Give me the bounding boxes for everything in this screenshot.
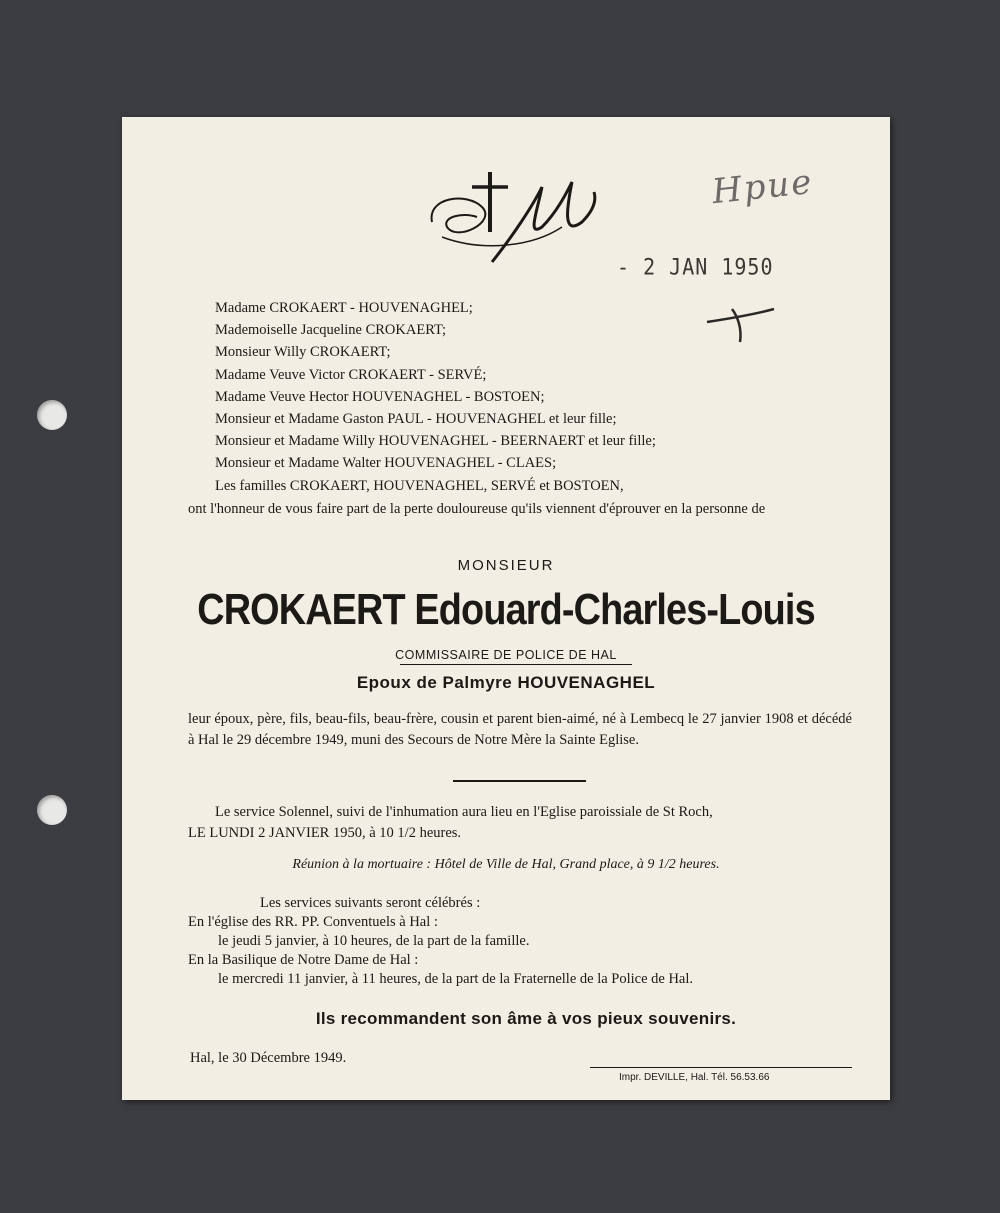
announcement-intro: ont l'honneur de vous faire part de la perte douloureuse qu'ils viennent d'éprouver en la personne de bbox=[188, 501, 766, 517]
place-date: Hal, le 30 Décembre 1949. bbox=[190, 1050, 347, 1066]
mourner-line: Madame Veuve Hector HOUVENAGHEL - BOSTOEN; bbox=[215, 388, 545, 405]
salutation: MONSIEUR bbox=[457, 557, 555, 574]
mourner-line: Monsieur et Madame Willy HOUVENAGHEL - BEERNAERT et leur fille; bbox=[215, 433, 656, 450]
deceased-name: CROKAERT Edouard-Charles-Louis bbox=[197, 585, 815, 634]
binder-hole-bottom bbox=[37, 795, 67, 825]
handwritten-mark-icon bbox=[702, 297, 782, 347]
service-details bbox=[188, 802, 854, 844]
reunion-info: Réunion à la mortuaire : Hôtel de Ville de Hal, Grand place, à 9 1/2 heures. bbox=[292, 857, 720, 872]
masses-schedule bbox=[188, 894, 854, 989]
handwritten-note: Hpue bbox=[710, 161, 816, 213]
mass-line: le jeudi 5 janvier, à 10 heures, de la part de la famille. bbox=[218, 933, 530, 949]
cross-monogram-icon bbox=[422, 167, 602, 277]
mourner-line: Les familles CROKAERT, HOUVENAGHEL, SERVÉ et BOSTOEN, bbox=[215, 477, 624, 494]
mourners-list bbox=[215, 297, 656, 497]
funeral-notice-card bbox=[122, 117, 890, 1100]
service-line: Le service Solennel, suivi de l'inhumation aura lieu en l'Eglise paroissiale de St Roch, bbox=[215, 804, 713, 820]
printer-credit: Impr. DEVILLE, Hal. Tél. 56.53.66 bbox=[619, 1072, 770, 1083]
section-divider bbox=[453, 780, 586, 782]
mourner-line: Monsieur et Madame Walter HOUVENAGHEL - CLAES; bbox=[215, 455, 557, 472]
mass-line: le mercredi 11 janvier, à 11 heures, de la part de la Fraternelle de la Police de Hal. bbox=[218, 971, 694, 987]
role-underline bbox=[400, 664, 632, 665]
mourner-line: Mademoiselle Jacqueline CROKAERT; bbox=[215, 322, 447, 339]
service-date: LE LUNDI 2 JANVIER 1950, à 10 1/2 heures. bbox=[188, 825, 462, 841]
deceased-role: COMMISSAIRE DE POLICE DE HAL bbox=[395, 648, 617, 662]
church-line: En la Basilique de Notre Dame de Hal : bbox=[188, 952, 419, 968]
masses-header: Les services suivants seront célébrés : bbox=[260, 895, 481, 911]
mourner-line: Madame Veuve Victor CROKAERT - SERVÉ; bbox=[215, 366, 487, 383]
mourner-line: Monsieur Willy CROKAERT; bbox=[215, 344, 391, 361]
biography-paragraph: leur époux, père, fils, beau-fils, beau-frère, cousin et parent bien-aimé, né à Lembecq le 27 janvier 1908 et décédé à Hal le 29 décembre 1949, muni des Secours de Notre Mère la Sainte Eglise. bbox=[188, 711, 852, 748]
binder-hole-top bbox=[37, 400, 67, 430]
closing-line: Ils recommandent son âme à vos pieux souvenirs. bbox=[315, 1009, 737, 1028]
spouse-line: Epoux de Palmyre HOUVENAGHEL bbox=[356, 673, 656, 692]
mourner-line: Monsieur et Madame Gaston PAUL - HOUVENAGHEL et leur fille; bbox=[215, 411, 617, 428]
received-date-stamp: - 2 JAN 1950 bbox=[617, 253, 774, 281]
printer-rule bbox=[590, 1067, 852, 1068]
mourner-line: Madame CROKAERT - HOUVENAGHEL; bbox=[215, 300, 473, 316]
church-line: En l'église des RR. PP. Conventuels à Hal : bbox=[188, 914, 438, 930]
